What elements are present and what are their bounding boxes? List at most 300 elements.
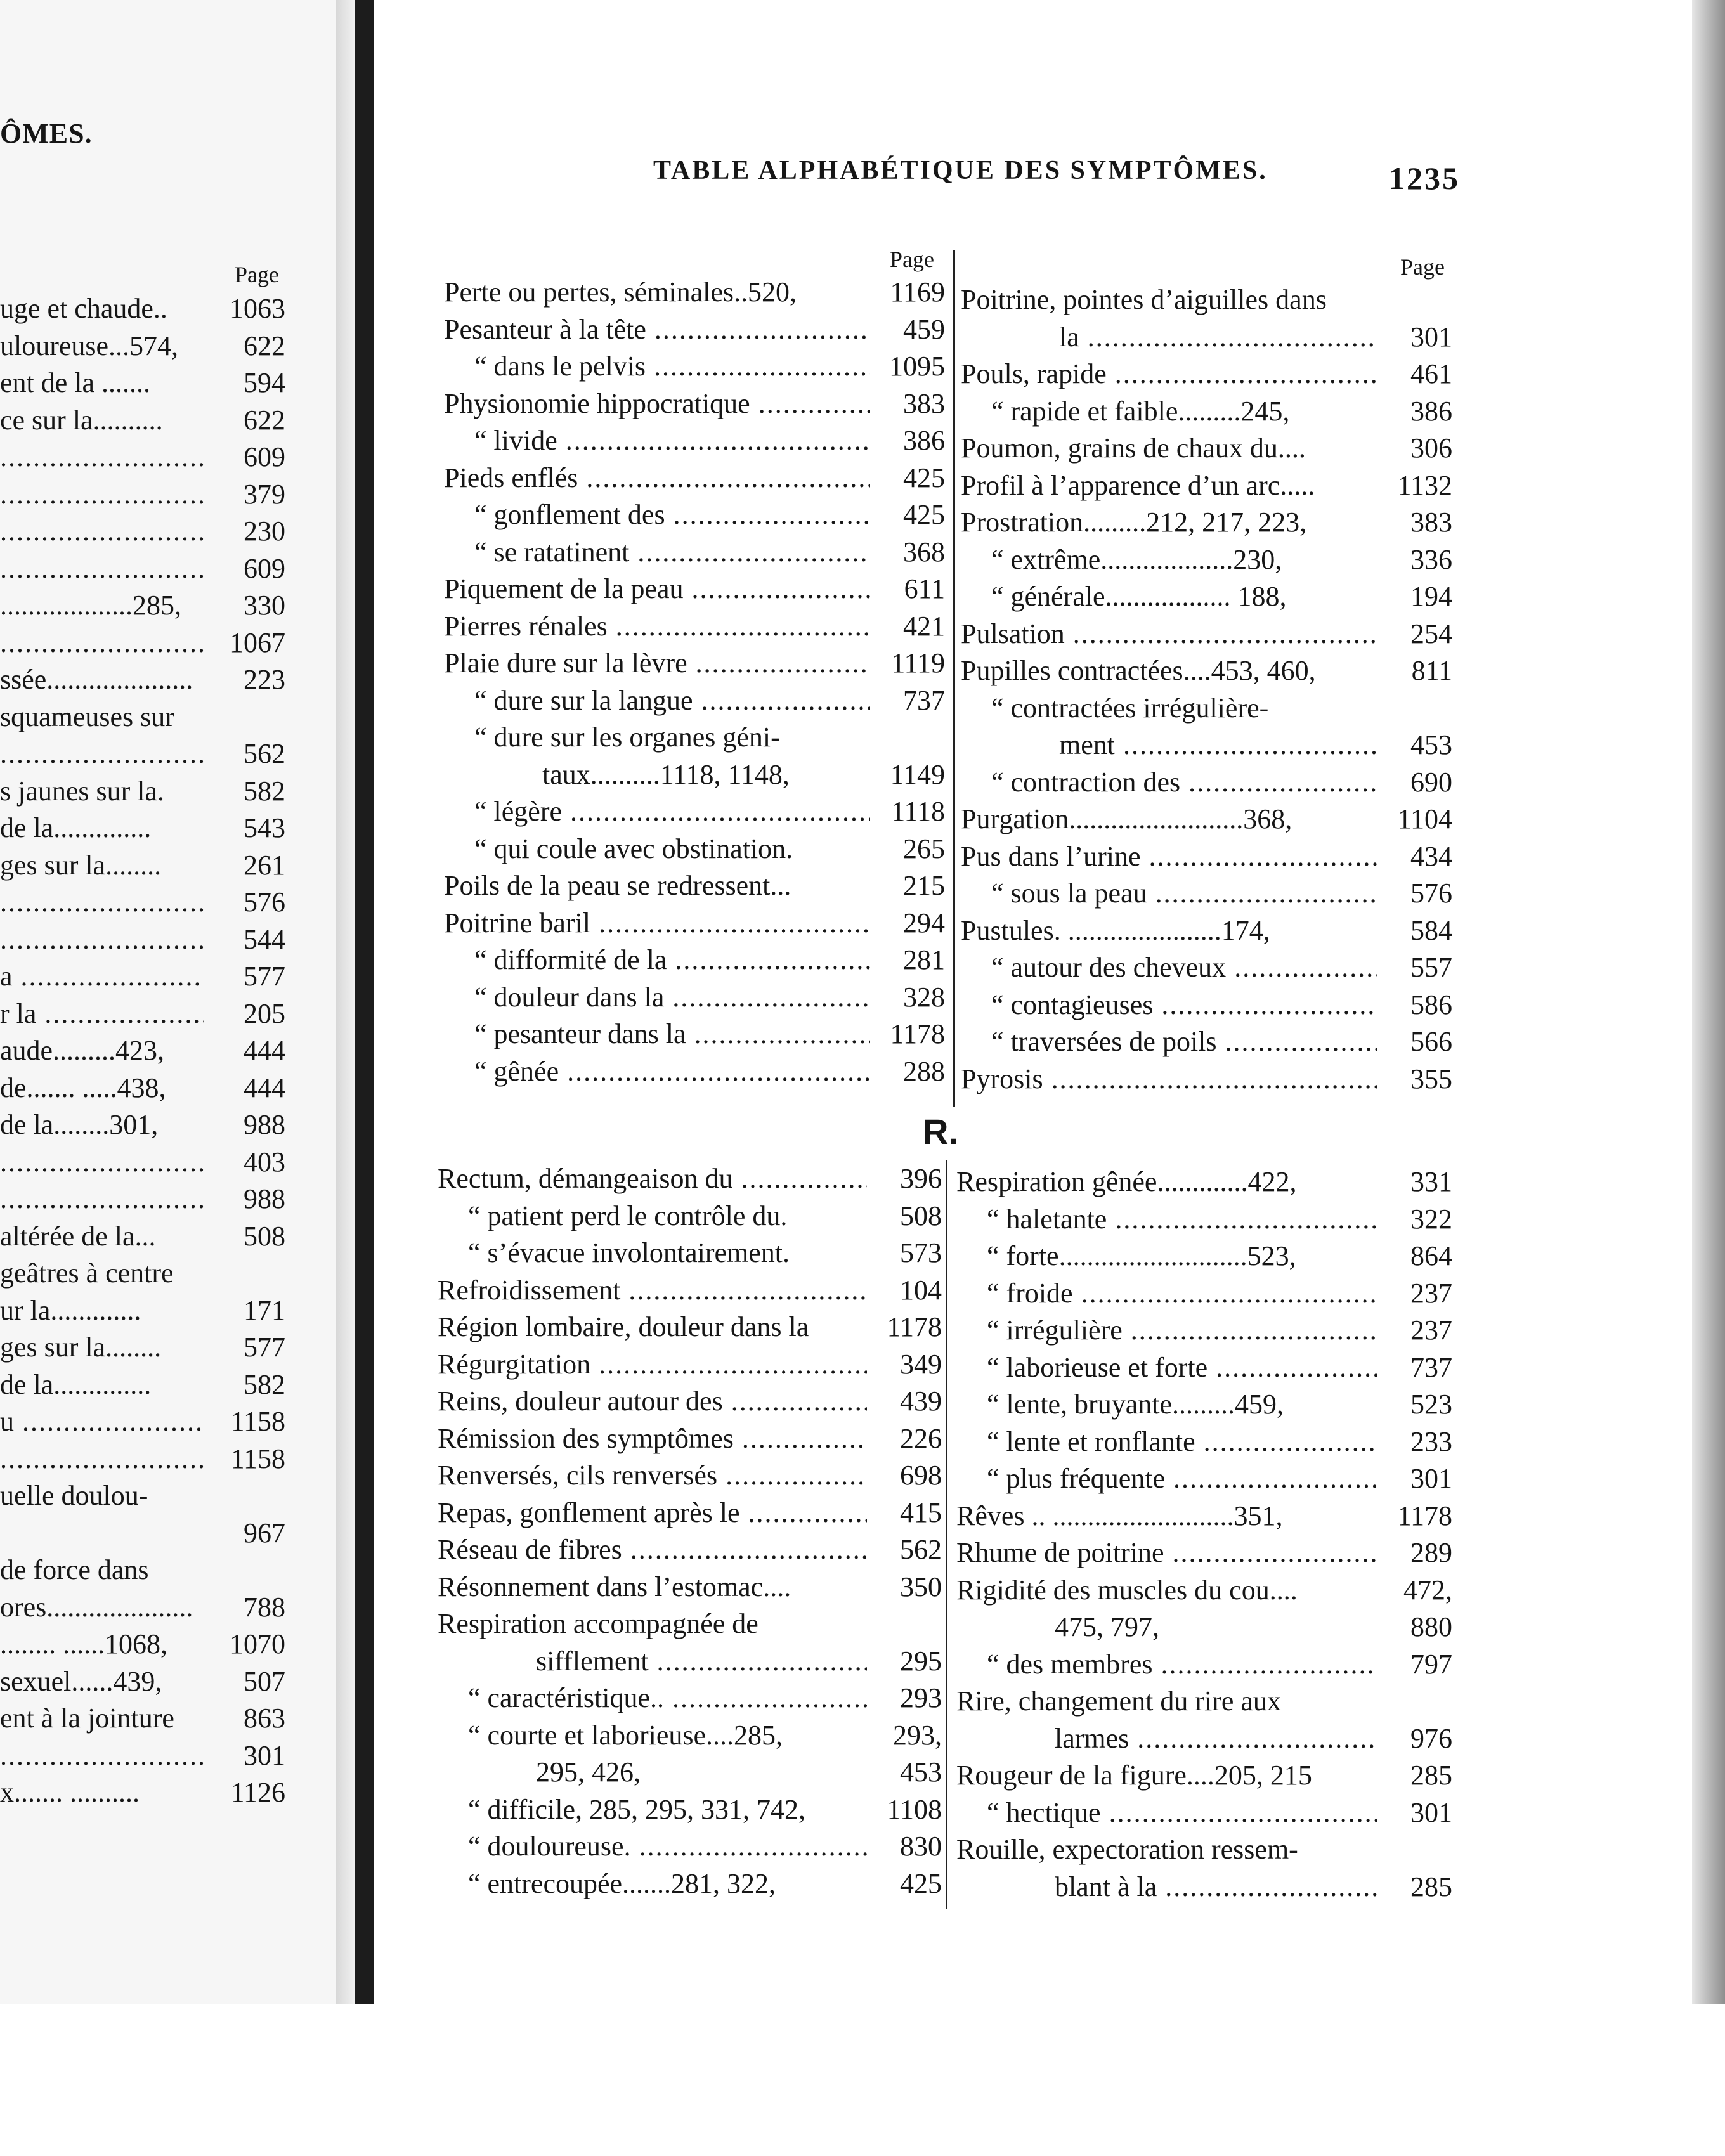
index-entry [0,847,285,885]
index-entry [956,1275,1452,1313]
index-entry-text: “ des membres ..... [956,1646,1377,1684]
index-entry [444,571,945,608]
index-entry [0,328,285,365]
index-entry-page: 379 [244,478,285,510]
index-entry-text: “ traversées de poils ..... [961,1023,1377,1061]
col-head-p-right: Page [1400,254,1445,280]
index-entry [438,1754,942,1791]
index-entry-page: 396 [900,1163,942,1194]
index-entry-text: Rhume de poitrine ..... [956,1535,1377,1572]
index-entry-text: de....... .....438, [0,1072,166,1103]
index-entry [0,402,285,439]
index-entry-text: blant à la ..... [956,1869,1377,1906]
index-entry [0,1663,285,1701]
index-entry-text: “ qui coule avec obstination. [474,833,793,864]
index-entry-page: 444 [244,1072,285,1103]
index-entry [444,497,945,534]
index-entry-text [0,550,204,588]
index-entry-text: “ extrême...................230, [991,543,1282,575]
index-entry-page: 566 [1410,1026,1452,1057]
index-entry-page: 288 [903,1055,945,1087]
index-entry-text [0,1737,204,1775]
index-entry-text: ........ ......1068, [0,1628,167,1659]
index-entry [444,348,945,386]
index-entry-text: ges sur la........ [0,849,162,881]
right-page-edge [1692,0,1725,2004]
index-entry-page: 403 [244,1146,285,1178]
index-entry-text: “ gonflement des ..... [444,497,870,534]
index-entry-page: 609 [244,552,285,584]
index-entry-page: 1118 [891,796,945,827]
col-head-p-left: Page [890,247,934,272]
index-entry-text: Respiration gênée.............422, [956,1166,1297,1197]
index-entry-page: 797 [1410,1648,1452,1680]
index-entry-page: 622 [244,330,285,361]
index-entry [0,810,285,847]
index-entry-text: “ gênée ..... [444,1053,870,1091]
index-entry-page: 576 [244,886,285,918]
index-entry-page: 293, [893,1719,942,1751]
index-entry-page: 1119 [891,647,945,679]
index-entry [438,1569,942,1606]
index-entry-text [0,884,204,921]
index-entry [961,616,1452,653]
index-entry-text: Pyrosis ..... [961,1061,1377,1098]
index-entry [0,1477,285,1515]
index-entry-page: 544 [244,923,285,955]
index-entry-text: Purgation.........................368, [961,803,1292,834]
index-entry-page: 988 [244,1109,285,1140]
index-entry-text: Pouls, rapide ..... [961,356,1377,393]
index-entry [956,1831,1452,1869]
index-entry-text: Prostration.........212, 217, 223, [961,507,1307,538]
index-entry-text: “ pesanteur dans la ..... [444,1016,870,1053]
index-entry-page: 289 [1410,1537,1452,1568]
index-entry-page: 205 [244,997,285,1029]
index-entry-text: Rougeur de la figure....205, 215 [956,1760,1312,1791]
index-entry-text: x....... .......... [0,1777,140,1808]
index-entry-text: Pustules. ......................174, [961,914,1270,946]
index-entry [961,504,1452,542]
index-entry-page: 265 [903,833,945,864]
index-entry-text: Renversés, cils renversés ..... [438,1457,867,1495]
index-entry [0,699,285,736]
index-entry-page: 350 [900,1571,942,1602]
index-entry-page: 349 [900,1348,942,1380]
index-entry [444,460,945,497]
index-entry [956,1164,1452,1201]
index-entry-page: 698 [900,1460,942,1491]
index-entry [0,1589,285,1627]
index-entry-page: 330 [244,590,285,621]
index-entry [438,1495,942,1532]
index-entry [438,1198,942,1235]
index-entry [0,1403,285,1441]
index-entry-page: 444 [244,1035,285,1066]
index-entry [961,949,1452,987]
index-entry-text [0,1441,204,1478]
index-entry-text: “ lente et ronflante ..... [956,1424,1377,1461]
index-entry-page: 439 [900,1386,942,1417]
index-entry [438,1235,942,1272]
index-entry-text: “ difficile, 285, 295, 331, 742, [468,1793,805,1825]
index-entry-page: 863 [244,1703,285,1734]
index-entry-page: 508 [900,1200,942,1231]
index-entry [0,1626,285,1663]
index-entry-text: Rouille, expectoration ressem- [956,1834,1298,1865]
index-entry [961,1061,1452,1098]
index-entry-text: ssée..................... [0,664,193,695]
index-entry-page: 1070 [230,1628,285,1659]
index-entry-text: “ laborieuse et forte ..... [956,1349,1377,1387]
left-page-column [0,290,285,1812]
index-entry-page: 582 [244,1368,285,1400]
index-entry-page: 788 [244,1591,285,1623]
index-entry [956,1795,1452,1832]
index-entry-text: “ douloureuse. ..... [438,1828,867,1866]
index-entry-text: Poils de la peau se redressent... [444,870,791,901]
index-entry [961,393,1452,431]
index-entry-text: “ difformité de la ..... [444,942,870,979]
index-entry-page: 576 [1410,878,1452,909]
index-entry-text: uge et chaude.. [0,293,167,324]
index-entry [0,1181,285,1218]
index-entry-text: “ douleur dans la ..... [444,979,870,1016]
index-entry-text: Profil à l’apparence d’un arc..... [961,469,1315,501]
index-entry [0,1144,285,1181]
index-entry-page: 194 [1410,581,1452,612]
index-entry [961,467,1452,505]
index-entry-text: Pus dans l’urine ..... [961,838,1377,876]
index-entry-page: 223 [244,664,285,695]
index-entry [961,319,1452,356]
index-entry-text: Pesanteur à la tête ..... [444,311,870,349]
index-entry-text: “ caractéristique.. ..... [438,1680,867,1717]
index-entry [0,884,285,921]
index-entry [444,979,945,1016]
index-entry [438,1680,942,1717]
index-entry-page: 582 [244,775,285,807]
index-entry-page: 383 [903,387,945,419]
index-entry-text: “ sous la peau ..... [961,875,1377,912]
index-entry-text: r la ..... [0,996,204,1033]
index-entry-text: “ s’évacue involontairement. [468,1237,790,1268]
index-entry-text: “ lente, bruyante.........459, [987,1389,1284,1420]
index-entry-page: 301 [1410,1463,1452,1494]
index-entry [956,1869,1452,1906]
index-entry [961,653,1452,690]
index-entry-page: 215 [903,870,945,901]
index-entry [438,1717,942,1755]
index-entry-page: 453 [900,1757,942,1788]
index-entry-text: “ entrecoupée.......281, 322, [468,1867,776,1899]
index-entry [0,290,285,328]
index-entry-text: ur la............. [0,1294,141,1326]
index-entry-text: Pierres rénales ..... [444,608,870,646]
left-page-col-head: Page [235,262,279,287]
index-entry-page: 967 [244,1517,285,1549]
index-entry-text: Refroidissement ..... [438,1272,867,1309]
index-entry [0,958,285,996]
index-entry [956,1349,1452,1387]
index-entry-page: 523 [1410,1389,1452,1420]
index-entry [956,1460,1452,1498]
index-entry [444,719,945,757]
index-entry [961,1023,1452,1061]
index-entry-text: Poitrine, pointes d’aiguilles dans [961,284,1327,315]
index-entry [956,1238,1452,1275]
index-entry-page: 233 [1410,1425,1452,1457]
index-entry [0,773,285,810]
index-entry-text: ...................285, [0,590,181,621]
index-entry-page: 322 [1410,1203,1452,1235]
index-entry-page: 543 [244,812,285,843]
index-entry [956,1646,1452,1684]
index-entry-text: geâtres à centre [0,1257,174,1289]
index-entry-page: 461 [1410,358,1452,389]
index-entry-text: “ forte...........................523, [987,1240,1296,1271]
index-entry-page: 355 [1410,1063,1452,1094]
section-p-left-column [444,274,945,1090]
index-entry-page: 301 [244,1739,285,1771]
index-entry [0,661,285,699]
index-entry [0,625,285,662]
index-entry-page: 976 [1410,1722,1452,1754]
index-entry [0,439,285,476]
index-entry-page: 1063 [230,293,285,324]
index-entry-text: Rigidité des muscles du cou.... [956,1574,1298,1606]
index-entry-page: 285 [1410,1871,1452,1902]
index-entry-page: 1095 [889,351,945,382]
index-entry [444,386,945,423]
index-entry [961,430,1452,467]
index-entry-page: 557 [1410,952,1452,983]
index-entry-page: 811 [1411,655,1452,686]
index-entry-text: Résonnement dans l’estomac.... [438,1571,791,1602]
index-entry-page: 421 [903,610,945,642]
index-entry-page: 1149 [890,758,945,790]
index-entry-page: 1132 [1397,469,1452,501]
index-entry-page: 368 [903,536,945,568]
index-entry [438,1791,942,1829]
index-entry-text: ce sur la.......... [0,404,163,436]
index-entry [956,1720,1452,1758]
index-entry [961,542,1452,579]
index-entry-page: 459 [903,313,945,345]
index-entry [961,727,1452,764]
index-entry [0,1737,285,1775]
index-entry-text: de la.............. [0,1368,152,1400]
index-entry-page: 562 [900,1534,942,1565]
index-entry-text: “ légère ..... [444,793,870,831]
index-entry [444,942,945,979]
section-r-left-column [438,1160,942,1902]
index-entry [444,831,945,868]
index-entry-text: Reins, douleur autour des ..... [438,1383,867,1420]
index-entry [438,1643,942,1680]
index-entry-text: larmes ..... [956,1720,1377,1758]
index-entry-text: “ patient perd le contrôle du. [468,1200,788,1231]
index-entry-page: 293 [900,1682,942,1713]
index-entry [444,905,945,942]
index-entry-text: uelle doulou- [0,1480,148,1511]
index-entry-text: Respiration accompagnée de [438,1608,758,1639]
index-entry [961,282,1452,319]
index-entry-page: 864 [1410,1240,1452,1271]
index-entry [444,422,945,460]
index-entry [956,1572,1452,1609]
index-entry [961,356,1452,393]
index-entry [956,1312,1452,1349]
index-entry-page: 425 [900,1867,942,1899]
index-entry-text [0,476,204,514]
index-entry-page: 301 [1410,321,1452,353]
index-entry-page: 508 [244,1220,285,1252]
index-entry-page: 586 [1410,989,1452,1020]
index-entry [444,645,945,682]
index-entry [444,793,945,831]
index-entry [0,365,285,402]
index-entry-text: “ livide ..... [444,422,870,460]
index-entry-text: Pupilles contractées....453, 460, [961,655,1316,686]
index-entry [0,550,285,588]
index-entry [438,1272,942,1309]
index-entry [438,1383,942,1420]
index-entry-page: 294 [903,907,945,938]
page-header: TABLE ALPHABÉTIQUE DES SYMPTÔMES. [653,156,1268,185]
index-entry [438,1457,942,1495]
index-entry [444,534,945,571]
index-entry-page: 737 [903,684,945,716]
index-entry [956,1757,1452,1795]
index-entry [956,1609,1452,1646]
index-entry-text: “ rapide et faible.........245, [991,395,1290,427]
index-entry-page: 577 [244,1332,285,1363]
index-entry [438,1420,942,1458]
index-entry [961,690,1452,727]
index-entry [0,1700,285,1737]
index-entry [438,1531,942,1569]
index-entry-text: de la........301, [0,1109,159,1140]
index-entry-text: “ dure sur les organes géni- [474,722,780,753]
index-entry-text: la ..... [961,319,1377,356]
index-entry-text: taux..........1118, 1148, [542,758,790,790]
index-entry-text: de la.............. [0,812,152,843]
index-entry-text: sexuel......439, [0,1665,162,1697]
index-entry [0,587,285,625]
index-entry-text: Plaie dure sur la lèvre ..... [444,645,870,682]
bottom-margin [0,2004,1725,2156]
index-entry-text: Rêves .. ..........................351, [956,1500,1283,1531]
index-entry-page: 507 [244,1665,285,1697]
index-entry-text [0,736,204,773]
index-entry-page: 622 [244,404,285,436]
index-entry-page: 1158 [230,1443,285,1474]
index-entry-page: 1178 [890,1018,945,1049]
column-rule-p [953,250,955,1107]
index-entry-page: 230 [244,516,285,547]
index-entry-text: Régurgitation ..... [438,1346,867,1384]
index-entry-page: 415 [900,1497,942,1528]
index-entry-page: 104 [900,1274,942,1306]
index-entry-page: 306 [1410,432,1452,464]
index-entry-text: ment ..... [961,727,1377,764]
index-entry-text: sifflement ..... [438,1643,867,1680]
index-entry-page: 425 [903,462,945,493]
index-entry-page: 237 [1410,1277,1452,1309]
index-entry-text [0,1181,204,1218]
index-entry [444,867,945,905]
index-entry-text: “ se ratatinent ..... [444,534,870,571]
index-entry [0,1367,285,1404]
column-rule-r [946,1160,947,1909]
index-entry [444,608,945,646]
index-entry-text: a ..... [0,958,204,996]
index-entry [0,921,285,959]
index-entry-text: altérée de la... [0,1220,156,1252]
index-entry-page: 171 [244,1294,285,1326]
index-entry-page: 281 [903,944,945,975]
index-entry-text: Piquement de la peau ..... [444,571,870,608]
index-entry [956,1498,1452,1535]
index-entry-page: 1067 [230,627,285,658]
index-entry-text: “ générale.................. 188, [991,581,1287,612]
page-number: 1235 [1389,160,1460,196]
index-entry [0,996,285,1033]
index-entry-text: “ courte et laborieuse....285, [468,1719,783,1751]
index-entry-text: “ froide ..... [956,1275,1377,1313]
index-entry-text: ores..................... [0,1591,193,1623]
index-entry-text [0,1144,204,1181]
index-entry [956,1201,1452,1238]
index-entry-text: u ..... [0,1403,204,1441]
index-entry [444,757,945,794]
index-entry-page: 383 [1410,507,1452,538]
index-entry-page: 328 [903,981,945,1013]
index-entry [0,1441,285,1478]
index-entry-page: 226 [900,1422,942,1454]
index-entry-text: “ contraction des ..... [961,764,1377,802]
index-entry-text [0,921,204,959]
index-entry-text: “ autour des cheveux ..... [961,949,1377,987]
index-entry-page: 562 [244,738,285,769]
index-entry-text: aude.........423, [0,1035,165,1066]
index-entry-text: 295, 426, [536,1757,641,1788]
index-entry-text: uloureuse...574, [0,330,179,361]
index-entry-page: 1158 [230,1406,285,1437]
index-entry [444,1053,945,1091]
index-entry [0,1218,285,1256]
index-entry-page: 434 [1410,840,1452,872]
index-entry-page: 611 [904,573,945,604]
index-entry-text: s jaunes sur la. [0,775,165,807]
index-entry-text: ges sur la........ [0,1332,162,1363]
index-entry-text: Physionomie hippocratique ..... [444,386,870,423]
index-entry [0,1515,285,1552]
index-entry-text: Rémission des symptômes ..... [438,1420,867,1458]
index-entry-page: 690 [1410,766,1452,798]
index-entry [0,1774,285,1812]
index-entry-page: 1104 [1397,803,1452,834]
index-entry [438,1828,942,1866]
index-entry-page: 1108 [887,1793,942,1825]
index-entry [0,1292,285,1330]
index-entry [956,1535,1452,1572]
index-entry-page: 295 [900,1645,942,1677]
index-entry-text: Rire, changement du rire aux [956,1685,1281,1717]
index-entry [444,1016,945,1053]
index-entry [0,1552,285,1589]
